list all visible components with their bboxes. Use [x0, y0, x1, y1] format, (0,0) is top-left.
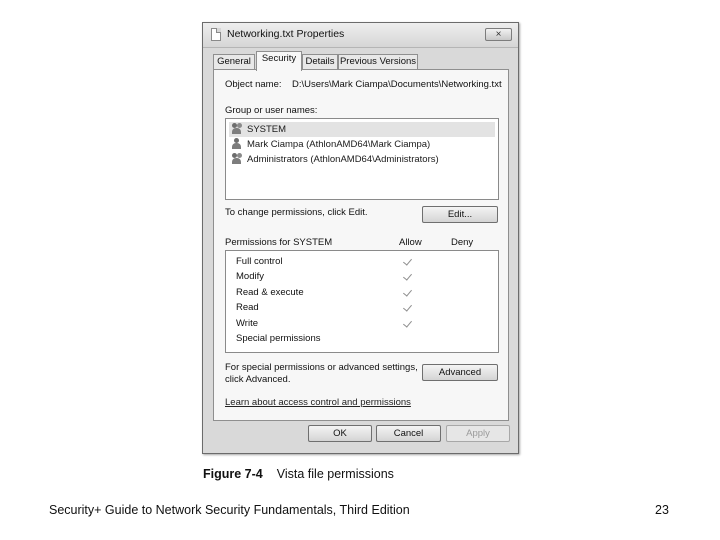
document-icon	[211, 28, 221, 41]
advanced-button[interactable]: Advanced	[422, 364, 498, 381]
tab-previous-versions[interactable]: Previous Versions	[338, 54, 418, 70]
allow-check-icon	[402, 272, 414, 282]
learn-access-control-link[interactable]: Learn about access control and permissions	[225, 397, 411, 408]
permission-full-control: Full control	[236, 256, 283, 267]
users-listbox[interactable]	[225, 118, 499, 200]
tab-details[interactable]: Details	[302, 54, 338, 70]
permission-special: Special permissions	[236, 333, 321, 344]
object-name-label: Object name:	[225, 79, 282, 90]
permission-write: Write	[236, 318, 258, 329]
page-number: 23	[655, 503, 669, 517]
permission-read-execute: Read & execute	[236, 287, 304, 298]
edit-button[interactable]: Edit...	[422, 206, 498, 223]
group-users-icon	[231, 123, 243, 134]
properties-dialog	[202, 22, 519, 454]
allow-check-icon	[402, 288, 414, 298]
object-name-value: D:\Users\Mark Ciampa\Documents\Networking.txt	[292, 79, 502, 90]
figure-caption	[203, 467, 394, 481]
click-advanced-text: click Advanced.	[225, 374, 291, 385]
figure-text: Vista file permissions	[276, 467, 394, 481]
figure-number: Figure 7-4	[203, 467, 263, 481]
allow-check-icon	[402, 319, 414, 329]
deny-header: Deny	[451, 237, 474, 248]
permission-read: Read	[236, 302, 259, 313]
list-item[interactable]: SYSTEM	[229, 122, 495, 137]
cancel-button[interactable]: Cancel	[376, 425, 441, 442]
allow-header: Allow	[399, 237, 422, 248]
change-permissions-text: To change permissions, click Edit.	[225, 207, 368, 218]
list-item[interactable]: Mark Ciampa (AthlonAMD64\Mark Ciampa)	[229, 137, 495, 152]
apply-button[interactable]: Apply	[446, 425, 510, 442]
group-users-icon	[231, 153, 243, 164]
permissions-for-label: Permissions for SYSTEM	[225, 237, 333, 248]
allow-check-icon	[402, 257, 414, 267]
special-permissions-text: For special permissions or advanced settings,	[225, 362, 418, 373]
tab-general[interactable]: General	[213, 54, 255, 70]
user-icon	[231, 138, 243, 149]
permission-modify: Modify	[236, 271, 264, 282]
list-item[interactable]: Administrators (AthlonAMD64\Administrators)	[229, 152, 495, 167]
group-or-user-names-label: Group or user names:	[225, 105, 318, 116]
security-panel	[213, 69, 509, 421]
allow-check-icon	[402, 303, 414, 313]
close-button[interactable]: ×	[485, 28, 512, 41]
book-title: Security+ Guide to Network Security Fundamentals, Third Edition	[49, 503, 410, 517]
ok-button[interactable]: OK	[308, 425, 372, 442]
window-title: Networking.txt Properties	[227, 28, 345, 40]
title-bar[interactable]	[203, 23, 518, 48]
permissions-listbox[interactable]	[225, 250, 499, 353]
tab-security[interactable]: Security	[256, 51, 302, 71]
